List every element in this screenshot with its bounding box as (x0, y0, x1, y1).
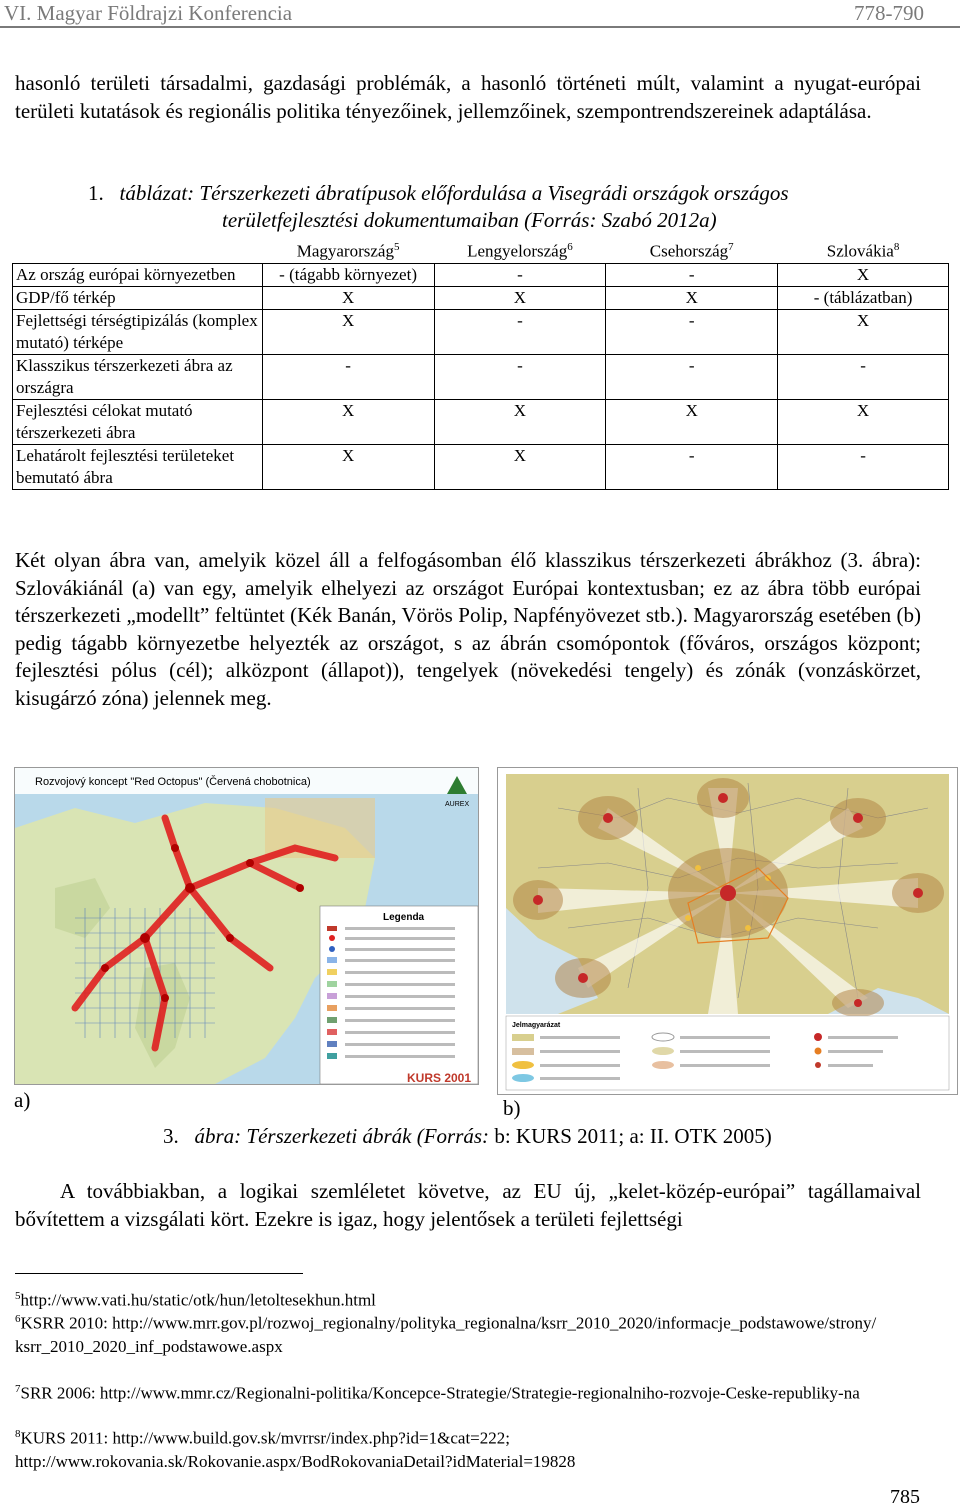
figure-a-label: a) (14, 1088, 31, 1112)
table-caption-number: 1. (88, 181, 104, 205)
table-cell: X (778, 399, 949, 444)
table-cell: X (434, 399, 606, 444)
figure-b-label: b) (503, 1096, 521, 1120)
figure-a-watermark: KURS 2001 (407, 1071, 472, 1084)
row-label: Az ország európai környezetben (13, 263, 263, 286)
table-row (13, 309, 949, 354)
row-label: GDP/fő térkép (13, 286, 263, 309)
table-row (13, 286, 949, 309)
table-cell: - (262, 354, 434, 399)
figure-a-map (14, 767, 479, 1085)
table-cell: X (262, 286, 434, 309)
row-label: Fejlettségi térségtipizálás (komplex mutató) térképe (13, 309, 263, 354)
footnote-8: $^8$KURS 2011: http://www.build.gov.sk/mvrrsr/index.php?id=1&cat=222; http://www.rokovania.sk/Rokovanie.aspx/BodRokovaniaDetail?idMaterial=19828 (15, 1428, 576, 1471)
table-cell: X (606, 399, 778, 444)
conference-title: VI. Magyar Földrajzi Konferencia (4, 1, 293, 25)
closing-paragraph: A továbbiakban, a logikai szemléletet követve, az EU új, „kelet-közép-európai” tagállamaival bővítettem a vizsgálati kört. Ezekre is igaz, hogy jelentősek a területi fejlettségi (15, 1179, 921, 1231)
table-cell: - (606, 263, 778, 286)
table-header-row (13, 236, 949, 263)
running-header (0, 0, 960, 28)
table-row (13, 263, 949, 286)
table-cell: X (262, 444, 434, 489)
table-cell: - (434, 263, 606, 286)
figure-caption (163, 1124, 772, 1149)
table-cell: - (606, 354, 778, 399)
table-cell: - (778, 444, 949, 489)
table-cell: X (434, 286, 606, 309)
page-range: 778-790 (854, 1, 924, 25)
footnote-7: $^7$SRR 2006: http://www.mmr.cz/Regionalni-politika/Koncepce-Strategie/Strategie-regionalniho-rozvoje-Ceske-republiky-na (15, 1383, 860, 1403)
row-label: Klasszikus térszerkezeti ábra az országra (13, 354, 263, 399)
page-number: 785 (890, 1486, 920, 1508)
table-row (13, 399, 949, 444)
row-label: Fejlesztési célokat mutató térszerkezeti ábra (13, 399, 263, 444)
figure-a-logo: AUREX (445, 801, 470, 808)
footnote-5: $^5$http://www.vati.hu/static/otk/hun/letoltesekhun.html (15, 1290, 376, 1310)
row-label: Lehatárolt fejlesztési területeket bemutató ábra (13, 444, 263, 489)
table-row (13, 444, 949, 489)
table-cell: - (778, 354, 949, 399)
header-czechia: Csehország$^7$ (606, 236, 778, 263)
table-caption-line1 (88, 181, 789, 206)
figure-caption-number: 3. (163, 1124, 179, 1148)
footnote-separator (15, 1273, 303, 1274)
intro-paragraph: hasonló területi társadalmi, gazdasági problémák, a hasonló történeti múlt, valamint a nyugat-európai területi kutatások és regionális politika tényezőinek, jellemzőinek, szempontrendszereinek adaptálása. (15, 71, 921, 123)
table-cell: - (606, 309, 778, 354)
figure-a-legend-title: Legenda (383, 912, 425, 923)
main-paragraph: Két olyan ábra van, amelyik közel áll a felfogásomban élő klasszikus térszerkezeti ábrákhoz (3. ábra): Szlovákiánál (a) van egy, amelyik elhelyezi az országot Európai kontextusban; ez az ábra több európai térszerkezeti „modellt” feltüntet (Kék Banán, Vörös Polip, Napfényövezet stb.). Magyarország esetében (b) pedig tágabb környezetbe helyezték az országot, s az ábrán csomópontok (főváros, országos központ; fejlesztési pólus (cél); alközpont (állapot)), tengelyek (növekedési tengely) és zónák (vonzáskörzet, kisugárzó zóna) jelennek meg. (15, 548, 921, 710)
table-cell: - (434, 309, 606, 354)
header-slovakia: Szlovákia$^8$ (778, 236, 949, 263)
table-row (13, 354, 949, 399)
table-cell: X (434, 444, 606, 489)
figure-caption-rest: b: KURS 2011; a: II. OTK 2005) (489, 1124, 772, 1148)
table-cell: - (434, 354, 606, 399)
header-empty (13, 236, 263, 263)
table-cell: X (262, 309, 434, 354)
figure-a-title: Rozvojový koncept "Red Octopus" (Červená chobotnica) (35, 776, 311, 788)
table-caption-line2: területfejlesztési dokumentumaiban (Forrás: Szabó 2012a) (222, 208, 717, 232)
table-caption-text1: táblázat: Térszerkezeti ábratípusok előfordulása a Visegrádi országok országos (119, 181, 789, 205)
header-poland: Lengyelország$^6$ (434, 236, 606, 263)
table-cell: - (tágabb környezet) (262, 263, 434, 286)
table-cell: X (778, 263, 949, 286)
figure-b-legend-title: Jelmagyarázat (512, 1022, 561, 1029)
table-cell: X (606, 286, 778, 309)
data-table (12, 236, 949, 490)
footnote-6: $^6$KSRR 2010: http://www.mrr.gov.pl/rozwoj_regionalny/polityka_regionalna/ksrr_2010_2020/informacje_podstawowe/strony/ ksrr_2010_2020_inf_podstawowe.aspx (15, 1313, 877, 1356)
figure-b-map (497, 767, 958, 1095)
table-cell: - (606, 444, 778, 489)
table-cell: X (778, 309, 949, 354)
table-cell: - (táblázatban) (778, 286, 949, 309)
figure-a-svg (15, 768, 478, 1084)
figure-caption-italic: ábra: Térszerkezeti ábrák (Forrás: (194, 1124, 490, 1148)
header-hungary: Magyarország$^5$ (262, 236, 434, 263)
figure-b-svg (498, 768, 957, 1094)
table-cell: X (262, 399, 434, 444)
